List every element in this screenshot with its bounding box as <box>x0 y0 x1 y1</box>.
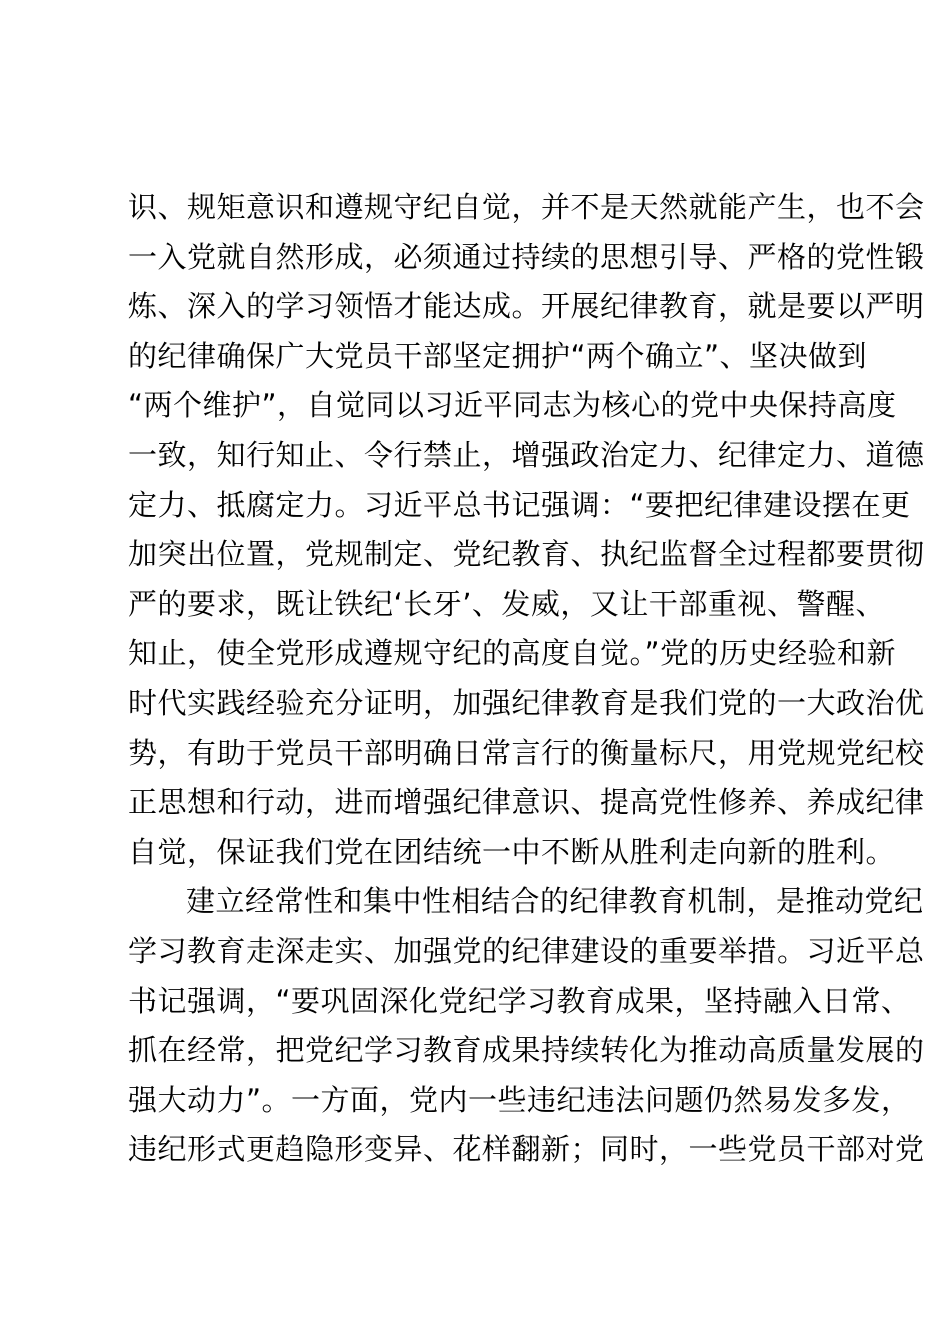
text-line: 抓在经常，把党纪学习教育成果持续转化为推动高质量发展的 <box>128 1033 925 1068</box>
text-line: 势，有助于党员干部明确日常言行的衡量标尺，用党规党纪校 <box>128 735 925 770</box>
text-line: 违纪形式更趋隐形变异、花样翻新；同时，一些党员干部对党 <box>128 1132 925 1167</box>
text-line: 学习教育走深走实、加强党的纪律建设的重要举措。习近平总 <box>128 933 925 968</box>
text-line: 一致，知行知止、令行禁止，增强政治定力、纪律定力、道德 <box>128 437 925 472</box>
text-line: 知止，使全党形成遵规守纪的高度自觉。”党的历史经验和新 <box>128 636 897 671</box>
text-line: 炼、深入的学习领悟才能达成。开展纪律教育，就是要以严明 <box>128 289 925 324</box>
text-line: 书记强调，“要巩固深化党纪学习教育成果，坚持融入日常、 <box>128 983 911 1018</box>
text-line: 时代实践经验充分证明，加强纪律教育是我们党的一大政治优 <box>128 685 925 720</box>
text-line: 自觉，保证我们党在团结统一中不断从胜利走向新的胜利。 <box>128 834 896 869</box>
text-line: 加突出位置，党规制定、党纪教育、执纪监督全过程都要贯彻 <box>128 537 925 572</box>
text-line: 一入党就自然形成，必须通过持续的思想引导、严格的党性锻 <box>128 239 925 274</box>
text-line: 识、规矩意识和遵规守纪自觉，并不是天然就能产生，也不会 <box>128 190 925 224</box>
paragraph-start-line: 建立经常性和集中性相结合的纪律教育机制，是推动党纪 <box>186 884 924 919</box>
text-line: 定力、抵腐定力。习近平总书记强调：“要把纪律建设摆在更 <box>128 487 911 522</box>
text-line: 正思想和行动，进而增强纪律意识、提高党性修养、养成纪律 <box>128 785 925 820</box>
body-text <box>128 183 925 1175</box>
text-line: 的纪律确保广大党员干部坚定拥护“两个确立”、坚决做到 <box>128 338 868 373</box>
text-line: 强大动力”。一方面，党内一些违纪违法问题仍然易发多发， <box>128 1082 911 1117</box>
text-line: 严的要求，既让铁纪‘长牙’、发威，又让干部重视、警醒、 <box>128 586 885 621</box>
text-line: “两个维护”，自觉同以习近平同志为核心的党中央保持高度 <box>128 388 897 423</box>
